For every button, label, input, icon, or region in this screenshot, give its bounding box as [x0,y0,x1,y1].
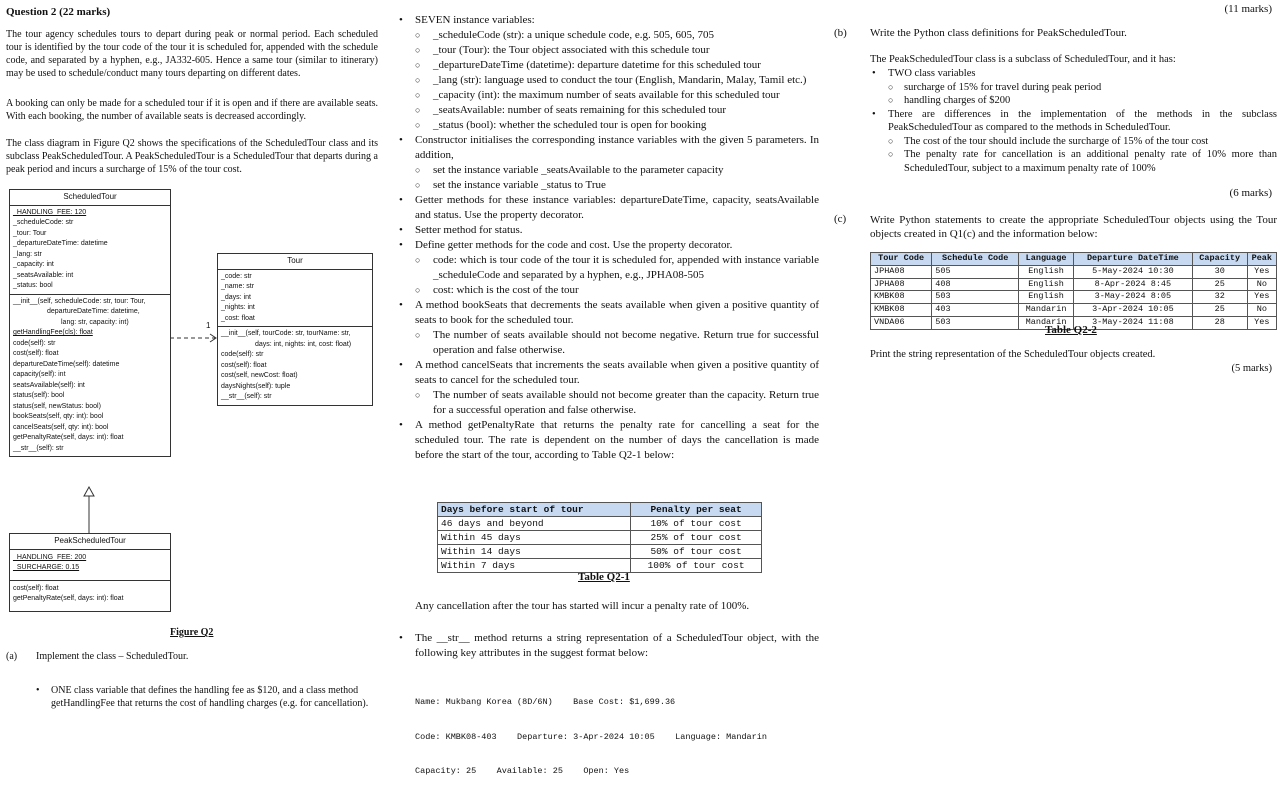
table-cell: KMBK08 [871,304,932,317]
table-row [871,278,1277,291]
table-cell: 100% of tour cost [631,559,762,573]
sub-bullet: ○ cost: which is the cost of the tour [415,283,819,298]
uml-attribute: _name: str [221,283,255,290]
table-q2-2-caption: Table Q2-2 [1045,324,1097,336]
sub-bullet: ○ set the instance variable _seatsAvailable to the parameter capacity [415,163,819,178]
penalty-table [437,502,762,573]
bullet-class-vars: • TWO class variables [870,67,1277,81]
table-cell: VNDA06 [871,316,932,329]
uml-method: getHandlingFee(cls): float [13,329,93,336]
sample-line: Capacity: 25 Available: 25 Open: Yes [415,766,630,776]
marks-part-b: (6 marks) [1229,187,1272,199]
uml-method: cost(self): float [221,361,267,369]
uml-method: cost(self, newCost: float) [221,372,298,379]
uml-method: code(self): str [221,351,264,358]
part-b-list [870,67,1277,175]
sample-line: Code: KMBK08-403 Departure: 3-Apr-2024 10:05 Language: Mandarin [415,731,767,742]
uml-connectors [0,0,380,560]
sub-bullet: ○ The number of seats available should not become greater than the capacity. Return true for a successful operation and false otherwise. [415,388,819,418]
table-header: Language [1019,253,1074,266]
table-header: Penalty per seat [631,503,762,517]
table-cell: 503 [932,291,1019,304]
table-header: Days before start of tour [438,503,631,517]
table-cell: 10% of tour cost [631,517,762,531]
uml-method: __str__(self): str [221,393,272,400]
sub-bullet: ○ The penalty rate for cancellation is an additional penalty rate of 10% more than ScheduledTour, subject to a maximum penalty rate of 100% [888,148,1277,175]
uml-method: departureDateTime(self): datetime [13,360,120,368]
bullet-icon: • [36,685,40,696]
table-cell: 25% of tour cost [631,531,762,545]
table-cell: 403 [932,304,1019,317]
intro-paragraph-1: The tour agency schedules tours to depart during peak or normal period. Each scheduled tour is identified by the tour code of the tour it is scheduled for, appended with the schedule code, and separated by a hyphen, e.g., JA332-605. Hence a same tour (similar to itinerary) may be used to schedule/conduct many tours departing on different dates. [6,29,378,79]
uml-method: capacity(self): int [13,371,66,378]
table-cell: English [1019,291,1074,304]
uml-attribute: _seatsAvailable: int [13,271,74,279]
uml-method: __str__(self): str [13,444,64,452]
table-cell: 32 [1192,291,1247,304]
bullet-define-getters: • Define getter methods for the code and cost. Use the property decorator. [397,238,819,253]
sub-bullet: ○ The cost of the tour should include the surcharge of 15% of the tour cost [888,135,1277,149]
part-a-bullet [36,684,393,710]
table-row [871,265,1277,278]
table-cell: No [1247,278,1276,291]
sub-bullet: ○ _lang (str): language used to conduct the tour (English, Mandarin, Malay, Tamil etc.) [415,73,819,88]
table-row [438,517,762,531]
sub-bullet: ○ _departureDateTime (datetime): departure datetime for this scheduled tour [415,58,819,73]
uml-method: getPenaltyRate(self, days: int): float [13,595,124,602]
table-cell: 3-Apr-2024 10:05 [1073,304,1192,317]
uml-method: status(self, newStatus: bool) [13,402,101,410]
sub-bullet: ○ _seatsAvailable: number of seats remaining for this scheduled tour [415,103,819,118]
bullet-vars: • SEVEN instance variables: [397,13,819,28]
table-cell: Mandarin [1019,304,1074,317]
table-header: Capacity [1192,253,1247,266]
part-a-label: (a) [6,651,18,662]
uml-class-title: Tour [218,254,372,270]
table-row [438,545,762,559]
uml-method: status(self): bool [13,392,65,399]
uml-method: daysNights(self): tuple [221,382,291,390]
table-cell: Within 7 days [438,559,631,573]
table-cell: Yes [1247,316,1276,329]
table-cell: 8-Apr-2024 8:45 [1073,278,1192,291]
bullet-str: • The __str__ method returns a string representation of a ScheduledTour object, with the following key attributes in the suggest format below: [397,631,819,661]
requirements-list [397,13,819,463]
sub-bullet: ○ The number of seats available should not become negative. Return true for successful operation and false otherwise. [415,328,819,358]
uml-method: code(self): str [13,339,56,347]
part-b-label: (b) [834,27,847,39]
bullet-cancelseats: • A method cancelSeats that increments the seats available when given a positive quantity of seats to cancel for the scheduled tour. [397,358,819,388]
uml-attribute: _SURCHARGE: 0.15 [13,564,80,571]
table-cell: English [1019,265,1074,278]
table-header-row [438,503,762,517]
table-cell: KMBK08 [871,291,932,304]
sub-bullet: ○ _tour (Tour): the Tour object associated with this schedule tour [415,43,819,58]
table-cell: JPHA08 [871,265,932,278]
table-cell: 505 [932,265,1019,278]
association-multiplicity: 1 [206,321,211,330]
sample-output [415,674,767,789]
uml-method: getPenaltyRate(self, days: int): float [13,434,124,441]
table-cell: Mandarin [1019,316,1074,329]
table-cell: 5-May-2024 10:30 [1073,265,1192,278]
table-header: Peak [1247,253,1276,266]
table-cell: Within 14 days [438,545,631,559]
table-cell: 503 [932,316,1019,329]
uml-class-title: PeakScheduledTour [10,534,170,550]
table-cell: Yes [1247,265,1276,278]
intro-paragraph-3: The class diagram in Figure Q2 shows the specifications of the ScheduledTour class and its subclass PeakScheduledTour. A PeakScheduledTour is a ScheduledTour that departs during a peak period and incurs a surcharge of 15% of the tour cost. [6,138,378,175]
bullet-bookseats: • A method bookSeats that decrements the seats available when given a positive quantity of seats to book for the scheduled tour. [397,298,819,328]
table-header-row [871,253,1277,266]
bullet-penaltyrate: • A method getPenaltyRate that returns the penalty rate for cancelling a seat for the scheduled tour. The rate is dependent on the number of days the cancellation is made before the start of the tour, according to Table Q2-1 below: [397,418,819,463]
table-cell: 30 [1192,265,1247,278]
table-cell: 408 [932,278,1019,291]
uml-attribute: _tour: Tour [13,229,47,237]
uml-attribute: _departureDateTime: datetime [13,240,108,247]
table-header: Tour Code [871,253,932,266]
str-method-list [397,631,819,661]
sub-bullet: ○ surcharge of 15% for travel during peak period [888,81,1277,95]
sub-bullet: ○ handling charges of $200 [888,94,1277,108]
uml-class-peakscheduledtour [9,533,171,612]
figure-caption: Figure Q2 [170,627,214,638]
part-a-text: Implement the class – ScheduledTour. [36,651,189,662]
schedule-table [870,252,1277,330]
table-row [871,291,1277,304]
table-cell: 25 [1192,278,1247,291]
part-c-text: Write Python statements to create the appropriate ScheduledTour objects using the Tour objects created in Q1(c) and the information below: [870,214,1277,240]
part-c-label: (c) [834,213,847,225]
part-b-text: Write the Python class definitions for PeakScheduledTour. [870,27,1127,39]
uml-method: cost(self): float [13,350,59,357]
table-cell: English [1019,278,1074,291]
bullet-differences: • There are differences in the implementation of the methods in the subclass PeakScheduledTour as compared to the methods in ScheduledTour. [870,108,1277,135]
uml-methods [10,581,170,611]
uml-method: lang: str, capacity: int) [61,318,129,326]
uml-class-title: ScheduledTour [10,190,170,206]
marks-part-c: (5 marks) [1231,363,1272,374]
uml-attribute: _HANDLING_FEE: 120 [13,208,87,216]
uml-attribute: _capacity: int [13,261,54,268]
part-a-bullet-text: ONE class variable that defines the handling fee as $120, and a class method getHandlingFee that returns the cost of handling charges (e.g. for cancellation). [51,685,369,709]
table-header: Departure DateTime [1073,253,1192,266]
table-row [438,531,762,545]
inheritance-arrowhead [84,487,94,496]
intro-paragraph-2: A booking can only be made for a scheduled tour if it is open and if there are available seats. With each booking, the number of available seats is decreased accordingly. [6,98,378,122]
uml-attribute: _cost: float [221,314,255,322]
table-cell: Yes [1247,291,1276,304]
table-header: Schedule Code [932,253,1019,266]
table-cell: Within 45 days [438,531,631,545]
sample-line: Name: Mukbang Korea (8D/6N) Base Cost: $1,699.36 [415,697,676,707]
table-cell: JPHA08 [871,278,932,291]
question-heading: Question 2 (22 marks) [6,6,111,18]
bullet-getters: • Getter methods for these instance variables: departureDateTime, capacity, seatsAvailable and status. Use the property decorator. [397,193,819,223]
uml-method: __init__(self, tourCode: str, tourName: str, [221,330,351,337]
uml-attribute: _days: int [221,293,251,301]
table-cell: 50% of tour cost [631,545,762,559]
table-cell: No [1247,304,1276,317]
table-q2-1-caption: Table Q2-1 [578,571,630,583]
uml-method: days: int, nights: int, cost: float) [255,340,352,348]
bullet-setter: • Setter method for status. [397,223,819,238]
sub-bullet: ○ _scheduleCode (str): a unique schedule code, e.g. 505, 605, 705 [415,28,819,43]
uml-attributes [10,550,170,581]
sub-bullet: ○ set the instance variable _status to True [415,178,819,193]
uml-attribute: _scheduleCode: str [13,219,74,226]
bullet-constructor: • Constructor initialises the corresponding instance variables with the given 5 parameters. In addition, [397,133,819,163]
sub-bullet: ○ code: which is tour code of the tour it is scheduled for, appended with instance variable _scheduleCode and separated by a hyphen, e.g., JPHA08-505 [415,253,819,283]
uml-method: bookSeats(self, qty: int): bool [13,413,104,420]
table-cell: 3-May-2024 11:08 [1073,316,1192,329]
uml-method: cancelSeats(self, qty: int): bool [13,423,109,431]
part-c-print: Print the string representation of the ScheduledTour objects created. [870,349,1156,360]
uml-attribute: _HANDLING_FEE: 200 [13,553,87,561]
uml-method: departureDateTime: datetime, [47,308,140,315]
marks-part-a: (11 marks) [1224,3,1272,15]
table-cell: 25 [1192,304,1247,317]
uml-method: cost(self): float [13,584,59,592]
uml-attribute: _code: str [221,272,252,280]
sub-bullet: ○ _capacity (int): the maximum number of seats available for this scheduled tour [415,88,819,103]
sub-bullet: ○ _status (bool): whether the scheduled tour is open for booking [415,118,819,133]
table-row [871,304,1277,317]
table-cell: 28 [1192,316,1247,329]
table-cell: 3-May-2024 8:05 [1073,291,1192,304]
part-b-intro: The PeakScheduledTour class is a subclass of ScheduledTour, and it has: [870,54,1176,65]
uml-attribute: _status: bool [13,282,53,289]
uml-method: seatsAvailable(self): int [13,381,85,389]
table-cell: 46 days and beyond [438,517,631,531]
after-table-text: Any cancellation after the tour has started will incur a penalty rate of 100%. [415,600,750,612]
uml-attribute: _nights: int [221,304,255,311]
uml-method: __init__(self, scheduleCode: str, tour: Tour, [13,297,146,305]
uml-attribute: _lang: str [13,250,42,258]
